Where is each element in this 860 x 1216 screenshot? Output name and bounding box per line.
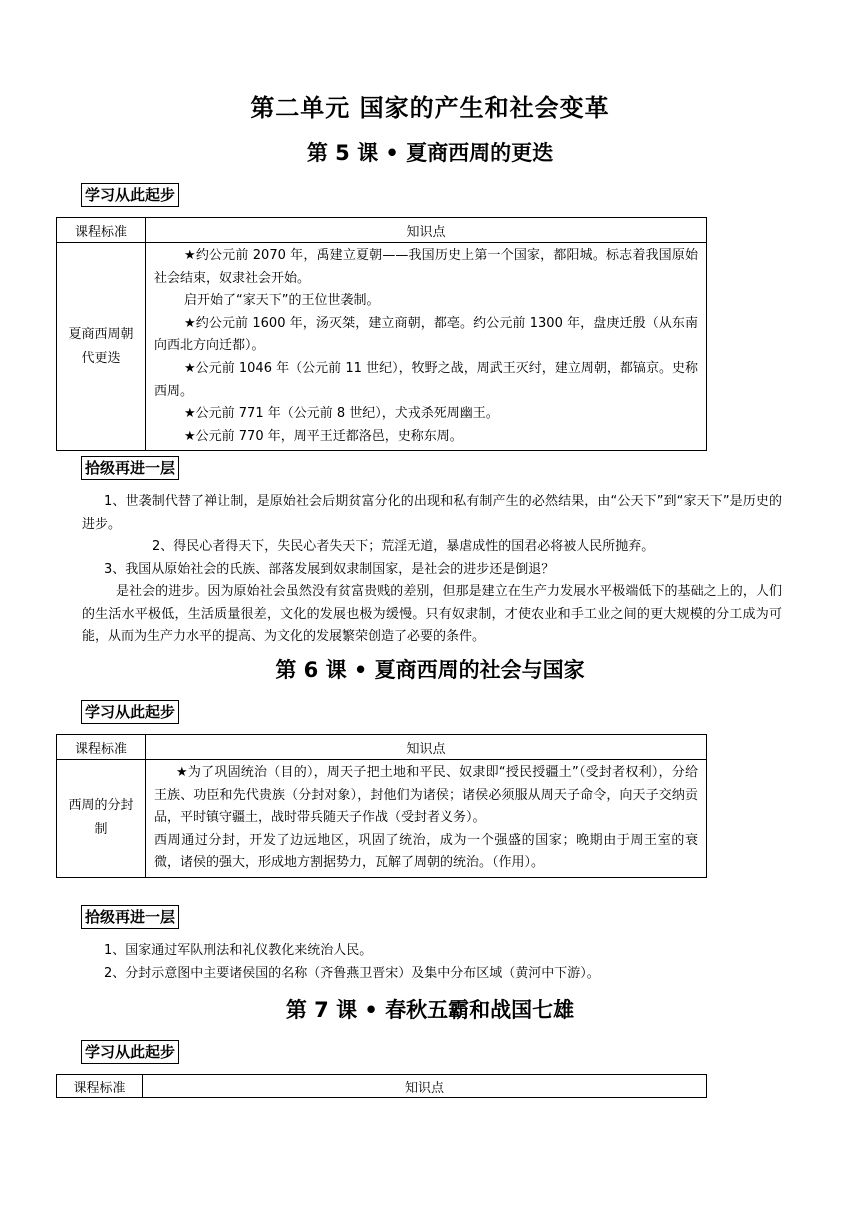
table-header-row xyxy=(57,1075,707,1098)
extra-point: 3、我国从原始社会的氏族、部落发展到奴隶制国家，是社会的进步还是倒退？ xyxy=(104,561,555,577)
extra-point: 2、得民心者得天下，失民心者失天下；荒淫无道，暴虐成性的国君必将被人民所抛弃。 xyxy=(152,539,655,554)
header-standard: 课程标准 xyxy=(57,218,146,243)
unit-title: 第二单元 国家的产生和社会变革 xyxy=(250,94,610,122)
extra-point: 是社会的进步。因为原始社会虽然没有贫富贵贱的差别，但那是建立在生产力发展水平极端低下的基础之上的，人们的生活水平极低，生活质量很差，文化的发展也极为缓慢。只有奴隶制，才使农业和手工业之间的更大规模的分工成为可能，从而为生产力水平的提高、为文化的发展繁荣创造了必要的条件。 xyxy=(82,584,782,644)
knowledge-points xyxy=(146,243,707,451)
lesson-7-table xyxy=(56,1074,707,1098)
header-knowledge: 知识点 xyxy=(146,735,707,760)
point: ★约公元前 1600 年，汤灭桀，建立商朝，都亳。约公元前 1300 年，盘庚迁殷（从东南向西北方向迁都）。 xyxy=(154,315,698,354)
header-knowledge: 知识点 xyxy=(146,218,707,243)
lesson-7-study-heading: 学习从此起步 xyxy=(81,1040,179,1064)
extra-point: 2、分封示意图中主要诸侯国的名称（齐鲁燕卫晋宋）及集中分布区域（黄河中下游）。 xyxy=(104,965,600,981)
row-label: 西周的分封制 xyxy=(57,760,146,878)
lesson-7-title: 第 7 课 • 春秋五霸和战国七雄 xyxy=(285,998,575,1022)
header-standard: 课程标准 xyxy=(57,735,146,760)
header-knowledge: 知识点 xyxy=(143,1075,707,1098)
row-label: 夏商西周朝代更迭 xyxy=(57,243,146,451)
lesson-5-table xyxy=(56,217,707,451)
lesson-5-title: 第 5 课 • 夏商西周的更迭 xyxy=(306,141,554,165)
table-header-row xyxy=(57,218,707,243)
point: ★公元前 771 年（公元前 8 世纪），犬戎杀死周幽王。 xyxy=(184,406,499,422)
lesson-6-extra xyxy=(82,940,782,985)
lesson-5-advance-heading: 拾级再进一层 xyxy=(81,456,179,480)
extra-point: 1、世袭制代替了禅让制，是原始社会后期贫富分化的出现和私有制产生的必然结果，由“公天下”到“家天下”是历史的进步。 xyxy=(82,494,782,532)
lesson-6-table xyxy=(56,734,707,878)
lesson-5-extra xyxy=(82,491,782,649)
point: ★公元前 770 年，周平王迁都洛邑，史称东周。 xyxy=(184,428,463,444)
lesson-6-advance-heading: 拾级再进一层 xyxy=(81,905,179,929)
lesson-6-study-heading: 学习从此起步 xyxy=(81,700,179,724)
point: 启开始了“家天下”的王位世袭制。 xyxy=(184,293,380,309)
table-row xyxy=(57,243,707,451)
table-header-row xyxy=(57,735,707,760)
knowledge-points xyxy=(146,760,707,878)
header-standard: 课程标准 xyxy=(57,1075,143,1098)
point: 西周通过分封，开发了边远地区，巩固了统治，成为一个强盛的国家；晚期由于周王室的衰微，诸侯的强大，形成地方割据势力，瓦解了周朝的统治。（作用）。 xyxy=(154,832,698,871)
lesson-6-title: 第 6 课 • 夏商西周的社会与国家 xyxy=(275,658,585,682)
point: ★公元前 1046 年（公元前 11 世纪），牧野之战，周武王灭纣，建立周朝，都镐京。史称西周。 xyxy=(154,360,698,399)
point: ★约公元前 2070 年，禹建立夏朝——我国历史上第一个国家，都阳城。标志着我国原始社会结束，奴隶社会开始。 xyxy=(154,248,698,286)
lesson-5-study-heading: 学习从此起步 xyxy=(81,183,179,207)
table-row xyxy=(57,760,707,878)
point: ★为了巩固统治（目的），周天子把土地和平民、奴隶即“授民授疆土”（受封者权利），分给王族、功臣和先代贵族（分封对象），封他们为诸侯；诸侯必须服从周天子命令，向天子交纳贡品，平时镇守疆土，战时带兵随天子作战（受封者义务）。 xyxy=(154,765,698,826)
extra-point: 1、国家通过军队刑法和礼仪教化来统治人民。 xyxy=(104,943,373,958)
